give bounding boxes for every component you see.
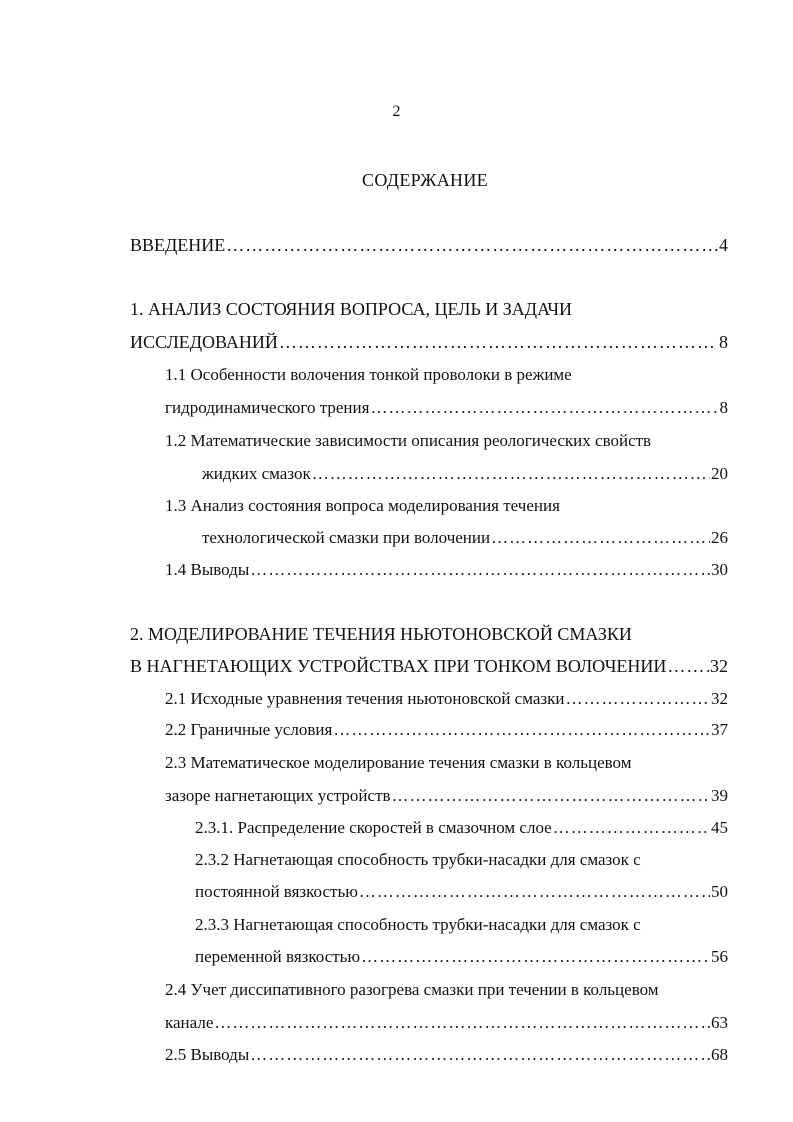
- toc-entry-2-3-1[interactable]: [195, 815, 728, 841]
- toc-entry-title: В НАГНЕТАЮЩИХ УСТРОЙСТВАХ ПРИ ТОНКОМ ВОЛОЧЕНИИ: [130, 656, 667, 676]
- toc-page-number: 63: [711, 1013, 728, 1032]
- dot-leader: [333, 717, 710, 743]
- dot-leader: [361, 944, 710, 970]
- toc-entry-title: ИССЛЕДОВАНИЙ: [130, 332, 278, 352]
- toc-entry-chapter-1[interactable]: [130, 329, 728, 355]
- toc-page-number: 32: [710, 656, 728, 676]
- toc-chapter-2-title[interactable]: 2. МОДЕЛИРОВАНИЕ ТЕЧЕНИЯ НЬЮТОНОВСКОЙ СМАЗКИ: [130, 624, 632, 644]
- toc-entry-1-2[interactable]: [202, 461, 728, 487]
- toc-entry-title: переменной вязкостью: [195, 947, 361, 966]
- toc-section-2-3-3-title[interactable]: 2.3.3 Нагнетающая способность трубки-насадки для смазок с: [195, 915, 641, 934]
- toc-page-number: 50: [711, 882, 728, 901]
- toc-entry-2-3-2[interactable]: [195, 879, 728, 905]
- dot-leader: [565, 686, 710, 712]
- dot-leader: [370, 395, 718, 421]
- toc-entry-2-5[interactable]: [165, 1042, 728, 1068]
- dot-leader: [491, 525, 710, 551]
- dot-leader: [250, 1042, 710, 1068]
- contents-title: СОДЕРЖАНИЕ: [362, 170, 488, 190]
- toc-entry-title: постоянной вязкостью: [195, 882, 358, 901]
- toc-entry-1-1[interactable]: [165, 395, 728, 421]
- toc-page-number: 45: [711, 818, 728, 837]
- toc-page-number: 39: [711, 786, 728, 805]
- dot-leader: [359, 879, 710, 905]
- dot-leader: [214, 1010, 710, 1036]
- toc-section-1-3-title[interactable]: 1.3 Анализ состояния вопроса моделирования течения: [165, 496, 560, 515]
- toc-page-number: 32: [711, 689, 728, 708]
- toc-entry-title: 2.2 Граничные условия: [165, 720, 333, 739]
- toc-entry-title: жидких смазок: [202, 464, 311, 483]
- dot-leader: [226, 232, 718, 258]
- dot-leader: [667, 653, 709, 679]
- toc-entry-title: гидродинамического трения: [165, 398, 370, 417]
- toc-entry-title: технологической смазки при волочении: [202, 528, 491, 547]
- dot-leader: [250, 557, 710, 583]
- toc-section-2-3-2-title[interactable]: 2.3.2 Нагнетающая способность трубки-насадки для смазок с: [195, 850, 641, 869]
- toc-page-number: 56: [711, 947, 728, 966]
- toc-entry-1-3[interactable]: [202, 525, 728, 551]
- toc-entry-title: канале: [165, 1013, 214, 1032]
- toc-entry-title: зазоре нагнетающих устройств: [165, 786, 391, 805]
- toc-section-2-3-title[interactable]: 2.3 Математическое моделирование течения смазки в кольцевом: [165, 753, 632, 772]
- dot-leader: [392, 783, 710, 809]
- toc-section-1-2-title[interactable]: 1.2 Математические зависимости описания реологических свойств: [165, 431, 652, 450]
- toc-entry-title: ВВЕДЕНИЕ: [130, 235, 226, 255]
- toc-page-number: 30: [711, 560, 728, 579]
- toc-entry-2-3[interactable]: [165, 783, 728, 809]
- toc-page-number: 8: [719, 398, 728, 417]
- toc-entry-chapter-2[interactable]: [130, 653, 728, 679]
- dot-leader: [312, 461, 710, 487]
- toc-section-2-4-title[interactable]: 2.4 Учет диссипативного разогрева смазки при течении в кольцевом: [165, 980, 659, 999]
- dot-leader: [279, 329, 718, 355]
- toc-page-number: 4: [719, 235, 728, 255]
- toc-page-number: 26: [711, 528, 728, 547]
- toc-chapter-1-title[interactable]: 1. АНАЛИЗ СОСТОЯНИЯ ВОПРОСА, ЦЕЛЬ И ЗАДАЧИ: [130, 299, 573, 319]
- toc-entry-title: 2.3.1. Распределение скоростей в смазочном слое: [195, 818, 552, 837]
- toc-page-number: 68: [711, 1045, 728, 1064]
- toc-entry-title: 2.1 Исходные уравнения течения ньютоновской смазки: [165, 689, 565, 708]
- toc-entry-title: 1.4 Выводы: [165, 560, 250, 579]
- page-number: 2: [392, 103, 401, 120]
- toc-page-number: 20: [711, 464, 728, 483]
- toc-page-number: 8: [719, 332, 728, 352]
- toc-entry-2-2[interactable]: [165, 717, 728, 743]
- toc-entry-2-1[interactable]: [165, 686, 728, 712]
- toc-entry-2-3-3[interactable]: [195, 944, 728, 970]
- toc-entry-1-4[interactable]: [165, 557, 728, 583]
- toc-entry-title: 2.5 Выводы: [165, 1045, 250, 1064]
- toc-entry-2-4[interactable]: [165, 1010, 728, 1036]
- toc-entry-intro[interactable]: [130, 232, 728, 258]
- toc-page-number: 37: [711, 720, 728, 739]
- toc-section-1-1-title[interactable]: 1.1 Особенности волочения тонкой проволоки в режиме: [165, 365, 572, 384]
- dot-leader: [553, 815, 710, 841]
